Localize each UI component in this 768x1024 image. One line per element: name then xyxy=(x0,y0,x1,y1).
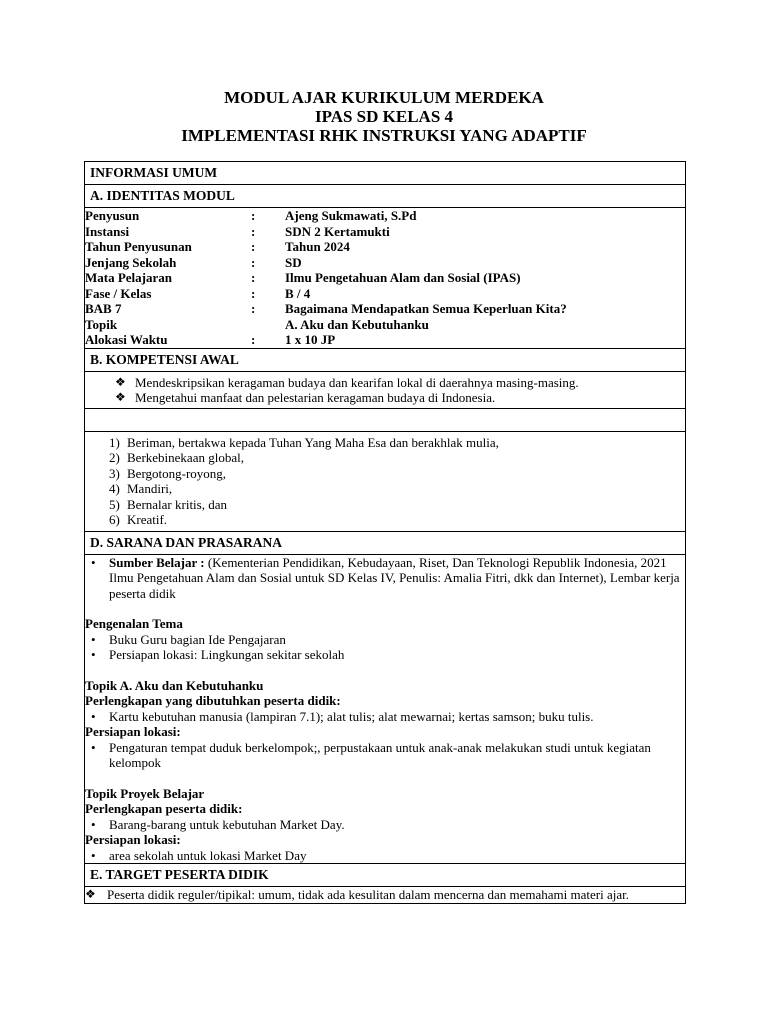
profil-text: Berkebinekaan global, xyxy=(127,450,244,465)
module-table xyxy=(84,161,686,904)
identitas-value: Ilmu Pengetahuan Alam dan Sosial (IPAS) xyxy=(285,270,521,285)
identitas-colon: : xyxy=(251,270,256,285)
identitas-value: Tahun 2024 xyxy=(285,239,350,254)
topik-a-lokasi: Persiapan lokasi: xyxy=(85,724,181,739)
document-title xyxy=(0,88,768,145)
identitas-value: Ajeng Sukmawati, S.Pd xyxy=(285,208,417,223)
topik-a-perlengkapan-list xyxy=(85,709,685,725)
identitas-key: Tahun Penyusunan xyxy=(85,239,192,254)
identitas-value: SDN 2 Kertamukti xyxy=(285,223,390,239)
profil-text: Mandiri, xyxy=(127,481,173,496)
informasi-umum-header: INFORMASI UMUM xyxy=(85,162,686,185)
kompetensi-list xyxy=(85,372,685,408)
profil-number: 2) xyxy=(109,450,120,465)
identitas-colon: : xyxy=(251,223,256,239)
identitas-colon xyxy=(251,317,285,333)
proyek-title: Topik Proyek Belajar xyxy=(85,785,205,801)
identitas-key: BAB 7 xyxy=(85,301,122,316)
identitas-table xyxy=(85,208,567,348)
identitas-row xyxy=(85,270,567,286)
identitas-key: Instansi xyxy=(85,223,130,239)
profil-number: 6) xyxy=(109,512,120,527)
identitas-colon: : xyxy=(251,285,256,301)
bullet-item: • area sekolah untuk lokasi Market Day xyxy=(85,848,685,864)
identitas-value: 1 x 10 JP xyxy=(285,332,336,347)
profil-item xyxy=(109,435,680,451)
proyek-perlengkapan: Perlengkapan peserta didik: xyxy=(85,801,243,816)
profil-item xyxy=(109,481,680,497)
bullet-item: • Persiapan lokasi: Lingkungan sekitar sekolah xyxy=(85,647,685,663)
identitas-row xyxy=(85,255,567,271)
target-list xyxy=(85,887,685,903)
kompetensi-item: ❖ Mengetahui manfaat dan pelestarian keragaman budaya di Indonesia. xyxy=(115,390,680,406)
identitas-row xyxy=(85,332,567,348)
topik-a-lokasi-list xyxy=(85,740,685,771)
identitas-value: Bagaimana Mendapatkan Semua Keperluan Kita? xyxy=(285,301,567,316)
identitas-row xyxy=(85,224,567,240)
profil-item xyxy=(109,466,680,482)
title-line-3: IMPLEMENTASI RHK INSTRUKSI YANG ADAPTIF xyxy=(181,126,587,145)
kompetensi-section xyxy=(85,371,686,408)
identitas-section xyxy=(85,208,686,349)
proyek-lokasi-list xyxy=(85,848,685,864)
profil-header-row xyxy=(85,408,686,431)
profil-text: Bergotong-royong, xyxy=(127,465,227,481)
identitas-row xyxy=(85,301,567,317)
bullet-item: • Buku Guru bagian Ide Pengajaran xyxy=(85,632,685,648)
profil-number: 3) xyxy=(109,465,120,481)
topik-a-perlengkapan: Perlengkapan yang dibutuhkan peserta didik: xyxy=(85,693,341,708)
identitas-row xyxy=(85,286,567,302)
identitas-key: Mata Pelajaran xyxy=(85,270,173,285)
identitas-key: Topik xyxy=(85,316,118,332)
identitas-row xyxy=(85,208,567,224)
identitas-colon: : xyxy=(251,208,256,223)
pengenalan-list xyxy=(85,632,685,663)
profil-number: 1) xyxy=(109,434,120,450)
identitas-key: Alokasi Waktu xyxy=(85,332,168,347)
identitas-colon: : xyxy=(251,332,256,347)
identitas-colon: : xyxy=(251,254,256,270)
identitas-key: Jenjang Sekolah xyxy=(85,254,177,270)
profil-list xyxy=(85,432,685,531)
profil-item xyxy=(109,497,680,513)
identitas-colon: : xyxy=(251,239,256,254)
identitas-row xyxy=(85,317,567,333)
identitas-value: A. Aku dan Kebutuhanku xyxy=(285,316,429,332)
sumber-belajar xyxy=(85,555,685,602)
profil-text: Bernalar kritis, dan xyxy=(127,496,227,512)
sumber-text: (Kementerian Pendidikan, Kebudayaan, Riset, Dan Teknologi Republik Indonesia, 2021 Ilmu Pengetahuan Alam dan Sosial untuk SD Kelas IV, Penulis: Amalia Fitri, dkk dan Internet), Lembar kerja peserta didik xyxy=(109,554,680,601)
proyek-perlengkapan-list xyxy=(85,817,685,833)
identitas-value: B / 4 xyxy=(285,285,311,301)
bullet-item: • Barang-barang untuk kebutuhan Market Day. xyxy=(85,817,685,833)
bullet-item: • Pengaturan tempat duduk berkelompok;, perpustakaan untuk anak-anak melakukan studi untuk kegiatan kelompok xyxy=(85,740,685,771)
profil-text: Kreatif. xyxy=(127,512,168,527)
identitas-row xyxy=(85,239,567,255)
identitas-value: SD xyxy=(285,254,302,270)
proyek-lokasi: Persiapan lokasi: xyxy=(85,832,181,847)
title-line-2: IPAS SD KELAS 4 xyxy=(314,107,454,126)
sarana-section xyxy=(85,554,686,864)
profil-section xyxy=(85,431,686,531)
identitas-header: A. IDENTITAS MODUL xyxy=(85,185,686,208)
profil-text: Beriman, bertakwa kepada Tuhan Yang Maha Esa dan berakhlak mulia, xyxy=(127,434,499,450)
bullet-item: • Kartu kebutuhan manusia (lampiran 7.1); alat tulis; alat mewarnai; kertas samson; buku tulis. xyxy=(85,709,685,725)
profil-item xyxy=(109,450,680,466)
identitas-colon: : xyxy=(251,301,256,316)
profil-number: 4) xyxy=(109,481,120,496)
title-line-1: MODUL AJAR KURIKULUM MERDEKA xyxy=(224,88,544,107)
pengenalan-title: Pengenalan Tema xyxy=(85,616,183,631)
sarana-header: D. SARANA DAN PRASARANA xyxy=(85,531,686,554)
kompetensi-item: ❖ Mendeskripsikan keragaman budaya dan kearifan lokal di daerahnya masing-masing. xyxy=(115,375,680,391)
target-header: E. TARGET PESERTA DIDIK xyxy=(85,864,686,887)
target-item: ❖ Peserta didik reguler/tipikal: umum, tidak ada kesulitan dalam mencerna dan memahami materi ajar. xyxy=(85,887,685,903)
identitas-key: Penyusun xyxy=(85,208,140,223)
identitas-key: Fase / Kelas xyxy=(85,285,152,301)
profil-item xyxy=(109,512,680,528)
kompetensi-header: B. KOMPETENSI AWAL xyxy=(85,348,686,371)
profil-number: 5) xyxy=(109,496,120,512)
topik-a-title: Topik A. Aku dan Kebutuhanku xyxy=(85,677,264,693)
target-section xyxy=(85,887,686,904)
sumber-label: Sumber Belajar : xyxy=(109,554,205,570)
